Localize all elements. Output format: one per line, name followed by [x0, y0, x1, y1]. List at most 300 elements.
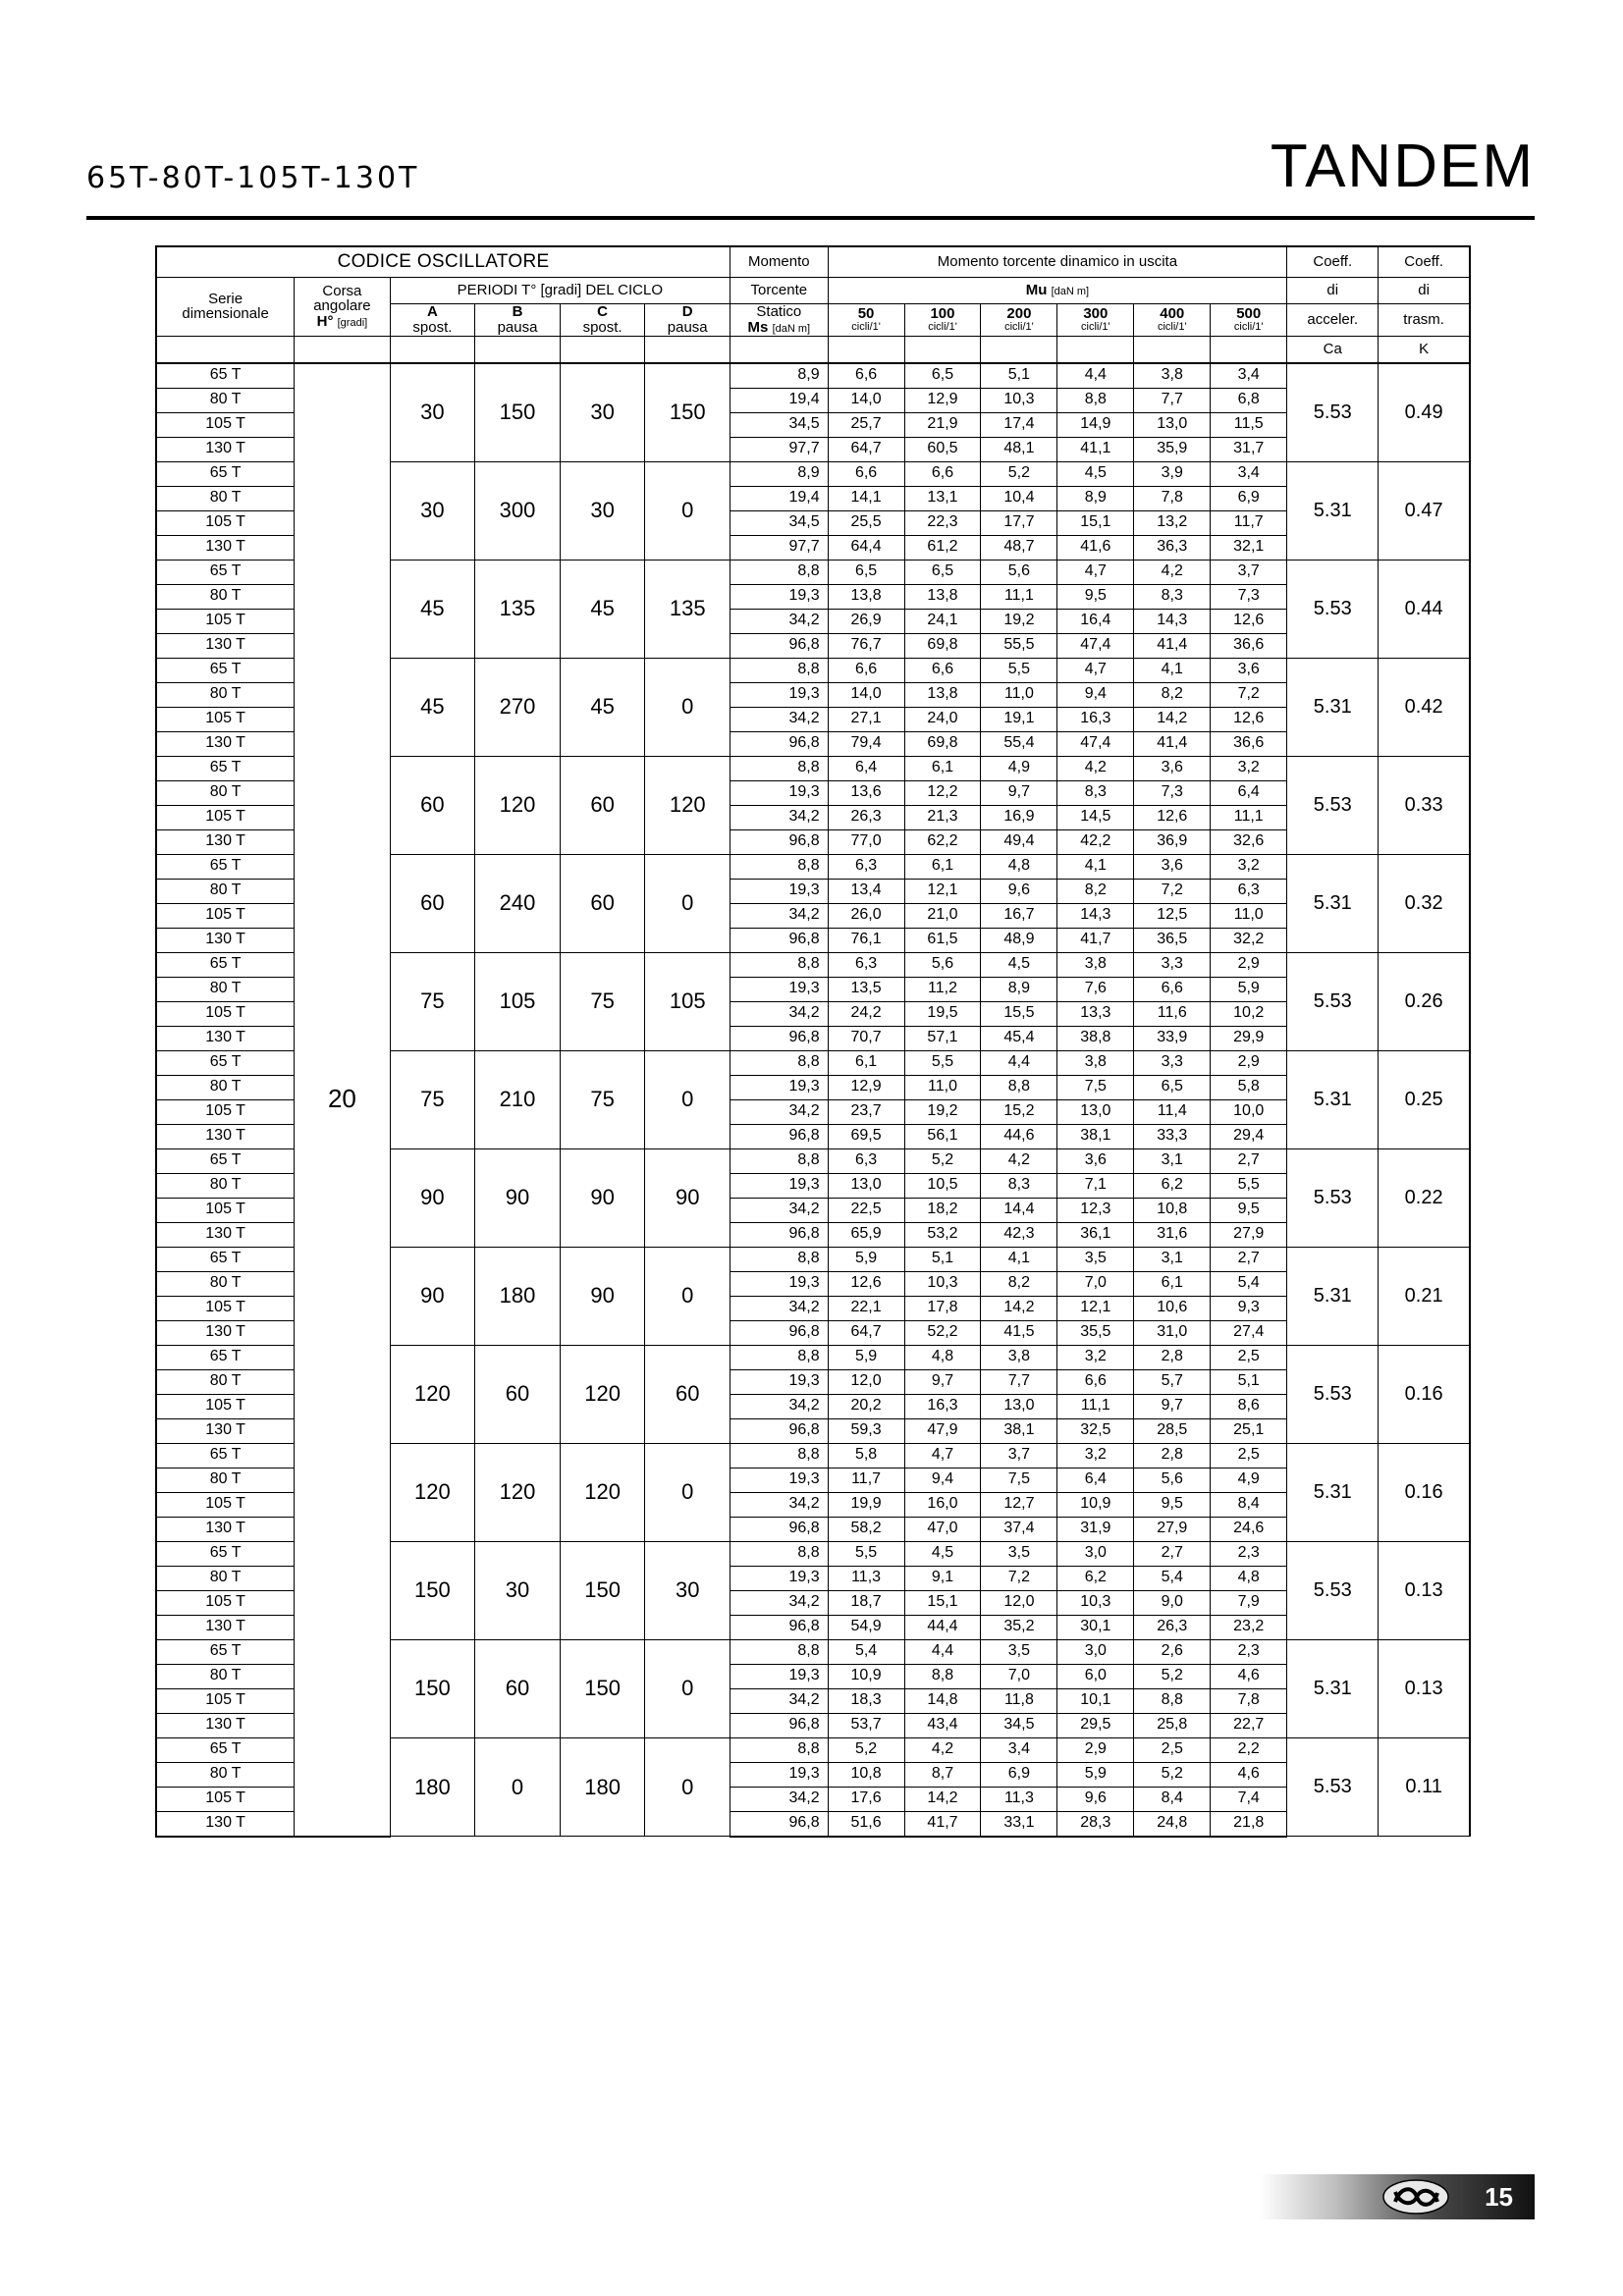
cell-mu-200: 15,5: [981, 1001, 1057, 1026]
cell-mu-300: 35,5: [1057, 1320, 1134, 1345]
header-mu-col-5: [1211, 304, 1287, 337]
header-row-1: [156, 246, 1470, 278]
cell-mu-100: 6,1: [904, 854, 981, 879]
cell-mu-500: 36,6: [1211, 731, 1287, 756]
cell-mu-200: 10,4: [981, 486, 1057, 510]
cell-mu-500: 6,4: [1211, 780, 1287, 805]
header-mu: [828, 278, 1287, 304]
cell-serie: 130 T: [156, 1615, 295, 1639]
cell-mu-400: 36,9: [1134, 829, 1211, 854]
page-header: [0, 133, 1623, 236]
cell-serie: 130 T: [156, 1320, 295, 1345]
cell-mu-100: 69,8: [904, 633, 981, 658]
cell-periodo-d: 60: [645, 1345, 730, 1443]
header-mu-col-0: [828, 304, 904, 337]
cell-mu-300: 3,2: [1057, 1443, 1134, 1468]
cell-mu-500: 6,9: [1211, 486, 1287, 510]
cell-mu-200: 14,4: [981, 1198, 1057, 1222]
cell-mu-500: 25,1: [1211, 1418, 1287, 1443]
cell-mu-400: 5,6: [1134, 1468, 1211, 1492]
cell-periodo-a: 120: [390, 1345, 475, 1443]
cell-mu-300: 41,6: [1057, 535, 1134, 560]
cell-mu-50: 11,7: [828, 1468, 904, 1492]
cell-mu-500: 5,8: [1211, 1075, 1287, 1099]
cell-coeff-acceler: 5.53: [1287, 1541, 1379, 1639]
cell-mu-100: 6,1: [904, 756, 981, 780]
cell-mu-50: 58,2: [828, 1517, 904, 1541]
cell-mu-500: 7,9: [1211, 1590, 1287, 1615]
cell-mu-500: 5,1: [1211, 1369, 1287, 1394]
cell-mu-50: 76,1: [828, 928, 904, 952]
cell-periodo-b: 135: [475, 560, 561, 658]
cell-mu-100: 44,4: [904, 1615, 981, 1639]
cell-mu-300: 38,8: [1057, 1026, 1134, 1050]
cell-mu-50: 12,6: [828, 1271, 904, 1296]
header-mu-col-1-unit: cicli/1': [928, 320, 957, 333]
cell-mu-400: 6,2: [1134, 1173, 1211, 1198]
cell-periodo-c: 60: [560, 854, 645, 952]
header-serie-blank: [156, 336, 295, 363]
cell-coeff-acceler: 5.31: [1287, 1247, 1379, 1345]
cell-mu-500: 6,3: [1211, 879, 1287, 903]
cell-mu-400: 14,2: [1134, 707, 1211, 731]
cell-mu-400: 36,5: [1134, 928, 1211, 952]
cell-mu-50: 10,8: [828, 1762, 904, 1787]
cell-mu-50: 59,3: [828, 1418, 904, 1443]
cell-mu-50: 70,7: [828, 1026, 904, 1050]
cell-mu-50: 6,4: [828, 756, 904, 780]
header-col-b-sub: pausa: [497, 318, 538, 336]
cell-mu-300: 4,4: [1057, 363, 1134, 389]
cell-mu-200: 7,0: [981, 1664, 1057, 1688]
cell-serie: 105 T: [156, 510, 295, 535]
cell-mu-200: 12,7: [981, 1492, 1057, 1517]
cell-mu-50: 14,0: [828, 388, 904, 412]
header-momento-torcente: Momento: [730, 246, 829, 278]
header-mu-col-5-unit: cicli/1': [1233, 320, 1264, 333]
cell-mu-200: 44,6: [981, 1124, 1057, 1148]
cell-mu-50: 6,1: [828, 1050, 904, 1075]
cell-mu-500: 7,3: [1211, 584, 1287, 609]
cell-mu-300: 7,1: [1057, 1173, 1134, 1198]
header-mu-col-2-unit: cicli/1': [1004, 320, 1034, 333]
cell-mu-50: 13,0: [828, 1173, 904, 1198]
header-periodi: PERIODI T° [gradi] DEL CICLO: [390, 278, 730, 304]
cell-mu-500: 3,4: [1211, 363, 1287, 389]
cell-mu-200: 49,4: [981, 829, 1057, 854]
cell-momento-statico: 19,3: [730, 682, 829, 707]
cell-mu-200: 8,2: [981, 1271, 1057, 1296]
cell-mu-300: 47,4: [1057, 731, 1134, 756]
cell-mu-500: 32,1: [1211, 535, 1287, 560]
cell-mu-300: 4,7: [1057, 658, 1134, 682]
cell-momento-statico: 8,8: [730, 952, 829, 977]
header-coeff-trasm-1: Coeff.: [1379, 246, 1470, 278]
cell-mu-500: 2,2: [1211, 1737, 1287, 1762]
cell-momento-statico: 96,8: [730, 731, 829, 756]
cell-mu-400: 12,6: [1134, 805, 1211, 829]
page-number: 15: [1485, 2182, 1513, 2212]
cell-mu-400: 31,0: [1134, 1320, 1211, 1345]
cell-serie: 80 T: [156, 486, 295, 510]
cell-mu-50: 6,3: [828, 854, 904, 879]
cell-mu-400: 6,5: [1134, 1075, 1211, 1099]
cell-mu-100: 17,8: [904, 1296, 981, 1320]
cell-mu-400: 3,3: [1134, 1050, 1211, 1075]
cell-mu-100: 14,8: [904, 1688, 981, 1713]
cell-mu-300: 31,9: [1057, 1517, 1134, 1541]
header-mu-symbol: Mu: [1025, 282, 1048, 299]
header-mu-col-4-value: 400: [1160, 305, 1185, 323]
cell-periodo-a: 45: [390, 560, 475, 658]
cell-mu-300: 16,3: [1057, 707, 1134, 731]
cell-serie: 105 T: [156, 1394, 295, 1418]
cell-mu-200: 3,4: [981, 1737, 1057, 1762]
header-col-c-sub: spost.: [582, 318, 622, 336]
cell-periodo-a: 30: [390, 363, 475, 462]
cell-momento-statico: 19,3: [730, 1173, 829, 1198]
table-head: [156, 246, 1470, 363]
cell-mu-100: 16,3: [904, 1394, 981, 1418]
cell-mu-300: 5,9: [1057, 1762, 1134, 1787]
cell-coeff-trasm: 0.22: [1379, 1148, 1470, 1247]
cell-mu-100: 8,7: [904, 1762, 981, 1787]
cell-serie: 105 T: [156, 1198, 295, 1222]
cell-periodo-d: 90: [645, 1148, 730, 1247]
header-col-a-sub: spost.: [412, 318, 453, 336]
cell-mu-100: 12,2: [904, 780, 981, 805]
cell-mu-500: 2,7: [1211, 1148, 1287, 1173]
header-corsa-line3: [295, 314, 389, 330]
cell-serie: 80 T: [156, 388, 295, 412]
cell-mu-200: 11,3: [981, 1787, 1057, 1811]
cell-mu-200: 16,9: [981, 805, 1057, 829]
cell-periodo-d: 0: [645, 1247, 730, 1345]
cell-mu-400: 35,9: [1134, 437, 1211, 461]
cell-periodo-c: 120: [560, 1345, 645, 1443]
cell-mu-400: 7,2: [1134, 879, 1211, 903]
header-col-c-letter: C: [597, 303, 609, 320]
cell-momento-statico: 97,7: [730, 437, 829, 461]
cell-mu-50: 6,5: [828, 560, 904, 584]
cell-mu-50: 17,6: [828, 1787, 904, 1811]
cell-momento-statico: 96,8: [730, 928, 829, 952]
cell-mu-300: 8,9: [1057, 486, 1134, 510]
cell-mu-200: 4,4: [981, 1050, 1057, 1075]
cell-mu-300: 8,8: [1057, 388, 1134, 412]
cell-momento-statico: 19,3: [730, 1762, 829, 1787]
cell-mu-100: 21,9: [904, 412, 981, 437]
cell-periodo-a: 120: [390, 1443, 475, 1541]
header-mu-col-5-value: 500: [1236, 305, 1262, 323]
cell-mu-300: 9,4: [1057, 682, 1134, 707]
cell-momento-statico: 34,5: [730, 510, 829, 535]
cell-mu-500: 4,6: [1211, 1664, 1287, 1688]
header-ms-symbol: Ms: [747, 318, 769, 336]
cell-mu-400: 9,7: [1134, 1394, 1211, 1418]
cell-periodo-b: 90: [475, 1148, 561, 1247]
cell-serie: 65 T: [156, 1541, 295, 1566]
cell-mu-500: 11,7: [1211, 510, 1287, 535]
cell-momento-statico: 34,2: [730, 1099, 829, 1124]
cell-mu-500: 23,2: [1211, 1615, 1287, 1639]
cell-mu-200: 11,1: [981, 584, 1057, 609]
cell-mu-400: 8,8: [1134, 1688, 1211, 1713]
cell-mu-400: 6,6: [1134, 977, 1211, 1001]
cell-mu-400: 31,6: [1134, 1222, 1211, 1247]
cell-momento-statico: 8,9: [730, 363, 829, 389]
cell-mu-100: 5,2: [904, 1148, 981, 1173]
cell-momento-statico: 96,8: [730, 1811, 829, 1837]
cell-momento-statico: 8,8: [730, 1541, 829, 1566]
cell-serie: 65 T: [156, 1247, 295, 1271]
cell-coeff-trasm: 0.44: [1379, 560, 1470, 658]
cell-mu-500: 27,4: [1211, 1320, 1287, 1345]
header-mu4-blank: [1134, 336, 1211, 363]
cell-momento-statico: 34,2: [730, 903, 829, 928]
cell-mu-300: 11,1: [1057, 1394, 1134, 1418]
cell-mu-200: 5,2: [981, 461, 1057, 486]
cell-periodo-c: 30: [560, 363, 645, 462]
cell-mu-200: 5,1: [981, 363, 1057, 389]
cell-mu-400: 27,9: [1134, 1517, 1211, 1541]
header-row-4: [156, 336, 1470, 363]
cell-mu-300: 32,5: [1057, 1418, 1134, 1443]
header-mu1-blank: [904, 336, 981, 363]
cell-mu-200: 7,5: [981, 1468, 1057, 1492]
cell-periodo-a: 75: [390, 1050, 475, 1148]
cell-momento-statico: 96,8: [730, 1026, 829, 1050]
cell-mu-200: 48,7: [981, 535, 1057, 560]
cell-periodo-c: 90: [560, 1247, 645, 1345]
cell-mu-400: 3,1: [1134, 1247, 1211, 1271]
cell-mu-400: 41,4: [1134, 633, 1211, 658]
cell-serie: 80 T: [156, 584, 295, 609]
cell-serie: 105 T: [156, 1001, 295, 1026]
cell-serie: 80 T: [156, 682, 295, 707]
cell-mu-100: 13,1: [904, 486, 981, 510]
cell-mu-100: 47,9: [904, 1418, 981, 1443]
cell-mu-300: 15,1: [1057, 510, 1134, 535]
cell-mu-200: 10,3: [981, 388, 1057, 412]
cell-mu-200: 14,2: [981, 1296, 1057, 1320]
cell-coeff-acceler: 5.53: [1287, 952, 1379, 1050]
cell-coeff-acceler: 5.53: [1287, 756, 1379, 854]
cell-mu-500: 36,6: [1211, 633, 1287, 658]
cell-mu-100: 21,0: [904, 903, 981, 928]
cell-mu-200: 33,1: [981, 1811, 1057, 1837]
cell-mu-400: 8,2: [1134, 682, 1211, 707]
cell-serie: 80 T: [156, 1075, 295, 1099]
cell-momento-statico: 19,3: [730, 1271, 829, 1296]
cell-periodo-c: 45: [560, 658, 645, 756]
cell-coeff-trasm: 0.16: [1379, 1443, 1470, 1541]
cell-mu-400: 13,0: [1134, 412, 1211, 437]
cell-mu-500: 21,8: [1211, 1811, 1287, 1837]
cell-periodo-d: 0: [645, 658, 730, 756]
cell-periodo-d: 0: [645, 461, 730, 560]
cell-coeff-acceler: 5.31: [1287, 461, 1379, 560]
cell-mu-300: 13,3: [1057, 1001, 1134, 1026]
cell-mu-100: 13,8: [904, 584, 981, 609]
cell-mu-100: 4,4: [904, 1639, 981, 1664]
cell-momento-statico: 96,8: [730, 1615, 829, 1639]
cell-mu-200: 7,7: [981, 1369, 1057, 1394]
cell-serie: 130 T: [156, 731, 295, 756]
cell-mu-500: 3,7: [1211, 560, 1287, 584]
cell-mu-50: 18,7: [828, 1590, 904, 1615]
cell-mu-400: 11,4: [1134, 1099, 1211, 1124]
specifications-table: [155, 245, 1471, 1838]
cell-periodo-c: 45: [560, 560, 645, 658]
header-codice-oscillatore: CODICE OSCILLATORE: [156, 246, 730, 278]
cell-periodo-b: 210: [475, 1050, 561, 1148]
cell-serie: 65 T: [156, 1639, 295, 1664]
cell-mu-50: 14,1: [828, 486, 904, 510]
header-corsa-unit: [gradi]: [337, 317, 368, 330]
cell-mu-400: 14,3: [1134, 609, 1211, 633]
cell-mu-300: 10,9: [1057, 1492, 1134, 1517]
cell-mu-100: 16,0: [904, 1492, 981, 1517]
cell-serie: 80 T: [156, 1664, 295, 1688]
cell-mu-100: 21,3: [904, 805, 981, 829]
cell-mu-50: 11,3: [828, 1566, 904, 1590]
cell-mu-500: 4,9: [1211, 1468, 1287, 1492]
cell-coeff-acceler: 5.31: [1287, 1050, 1379, 1148]
cell-momento-statico: 97,7: [730, 535, 829, 560]
cell-periodo-b: 30: [475, 1541, 561, 1639]
cell-mu-100: 57,1: [904, 1026, 981, 1050]
cell-mu-300: 14,5: [1057, 805, 1134, 829]
cell-coeff-acceler: 5.53: [1287, 363, 1379, 462]
cell-serie: 105 T: [156, 903, 295, 928]
cell-mu-400: 5,7: [1134, 1369, 1211, 1394]
cell-mu-500: 12,6: [1211, 609, 1287, 633]
cell-mu-50: 13,8: [828, 584, 904, 609]
cell-periodo-a: 60: [390, 854, 475, 952]
header-mu-col-3: [1057, 304, 1134, 337]
header-col-c: [560, 304, 645, 337]
cell-mu-200: 48,9: [981, 928, 1057, 952]
cell-serie: 65 T: [156, 1737, 295, 1762]
cell-mu-300: 9,6: [1057, 1787, 1134, 1811]
cell-serie: 130 T: [156, 1026, 295, 1050]
cell-coeff-acceler: 5.53: [1287, 1345, 1379, 1443]
cell-mu-500: 2,7: [1211, 1247, 1287, 1271]
cell-momento-statico: 8,8: [730, 1345, 829, 1369]
cell-momento-statico: 8,8: [730, 658, 829, 682]
cell-serie: 130 T: [156, 928, 295, 952]
cell-momento-statico: 8,8: [730, 560, 829, 584]
cell-mu-300: 8,2: [1057, 879, 1134, 903]
cell-mu-300: 12,3: [1057, 1198, 1134, 1222]
cell-periodo-b: 150: [475, 363, 561, 462]
cell-momento-statico: 34,2: [730, 1688, 829, 1713]
cell-coeff-trasm: 0.25: [1379, 1050, 1470, 1148]
cell-mu-300: 9,5: [1057, 584, 1134, 609]
cell-mu-50: 5,2: [828, 1737, 904, 1762]
cell-mu-100: 4,2: [904, 1737, 981, 1762]
cell-mu-100: 5,5: [904, 1050, 981, 1075]
cell-mu-50: 12,9: [828, 1075, 904, 1099]
cell-mu-100: 60,5: [904, 437, 981, 461]
cell-mu-200: 16,7: [981, 903, 1057, 928]
cell-mu-100: 11,2: [904, 977, 981, 1001]
cell-mu-100: 4,7: [904, 1443, 981, 1468]
cell-periodo-c: 150: [560, 1639, 645, 1737]
cell-mu-400: 4,1: [1134, 658, 1211, 682]
cell-mu-500: 8,4: [1211, 1492, 1287, 1517]
header-corsa-blank: [295, 336, 390, 363]
cell-mu-500: 10,2: [1211, 1001, 1287, 1026]
cell-mu-100: 19,5: [904, 1001, 981, 1026]
cell-mu-400: 5,2: [1134, 1664, 1211, 1688]
cell-mu-100: 13,8: [904, 682, 981, 707]
cell-mu-50: 5,9: [828, 1247, 904, 1271]
cell-mu-400: 5,2: [1134, 1762, 1211, 1787]
cell-mu-200: 3,7: [981, 1443, 1057, 1468]
cell-momento-statico: 96,8: [730, 829, 829, 854]
cell-serie: 65 T: [156, 363, 295, 389]
cell-momento-statico: 19,3: [730, 1468, 829, 1492]
header-col-d-sub: pausa: [667, 318, 708, 336]
cell-mu-400: 10,6: [1134, 1296, 1211, 1320]
cell-mu-300: 38,1: [1057, 1124, 1134, 1148]
cell-coeff-trasm: 0.42: [1379, 658, 1470, 756]
cell-mu-50: 53,7: [828, 1713, 904, 1737]
cell-mu-200: 12,0: [981, 1590, 1057, 1615]
header-serie-line1: Serie: [208, 290, 243, 307]
header-mu-col-4: [1134, 304, 1211, 337]
cell-coeff-trasm: 0.33: [1379, 756, 1470, 854]
cell-periodo-a: 75: [390, 952, 475, 1050]
cell-mu-500: 2,3: [1211, 1639, 1287, 1664]
cell-mu-300: 7,6: [1057, 977, 1134, 1001]
cell-mu-50: 24,2: [828, 1001, 904, 1026]
cell-mu-500: 2,3: [1211, 1541, 1287, 1566]
header-col-a-letter: A: [426, 303, 438, 320]
cell-momento-statico: 34,2: [730, 805, 829, 829]
cell-serie: 130 T: [156, 1517, 295, 1541]
cell-mu-300: 41,7: [1057, 928, 1134, 952]
cell-mu-500: 22,7: [1211, 1713, 1287, 1737]
cell-mu-500: 31,7: [1211, 437, 1287, 461]
cell-mu-400: 2,6: [1134, 1639, 1211, 1664]
header-ms-blank: [730, 336, 829, 363]
cell-mu-50: 54,9: [828, 1615, 904, 1639]
cell-periodo-a: 150: [390, 1541, 475, 1639]
cell-mu-50: 79,4: [828, 731, 904, 756]
cell-mu-300: 29,5: [1057, 1713, 1134, 1737]
cell-mu-300: 12,1: [1057, 1296, 1134, 1320]
cell-mu-100: 56,1: [904, 1124, 981, 1148]
cell-mu-500: 9,3: [1211, 1296, 1287, 1320]
cell-periodo-b: 60: [475, 1639, 561, 1737]
cell-mu-200: 7,2: [981, 1566, 1057, 1590]
cell-mu-400: 7,8: [1134, 486, 1211, 510]
cell-mu-100: 24,0: [904, 707, 981, 731]
cell-mu-500: 3,2: [1211, 854, 1287, 879]
header-momento-torcente-2: Torcente: [730, 278, 829, 304]
cell-mu-50: 77,0: [828, 829, 904, 854]
cell-coeff-acceler: 5.31: [1287, 1639, 1379, 1737]
cell-mu-400: 36,3: [1134, 535, 1211, 560]
header-mu-col-2: [981, 304, 1057, 337]
cell-coeff-trasm: 0.26: [1379, 952, 1470, 1050]
cell-mu-50: 19,9: [828, 1492, 904, 1517]
cell-mu-300: 28,3: [1057, 1811, 1134, 1837]
cell-coeff-trasm: 0.47: [1379, 461, 1470, 560]
